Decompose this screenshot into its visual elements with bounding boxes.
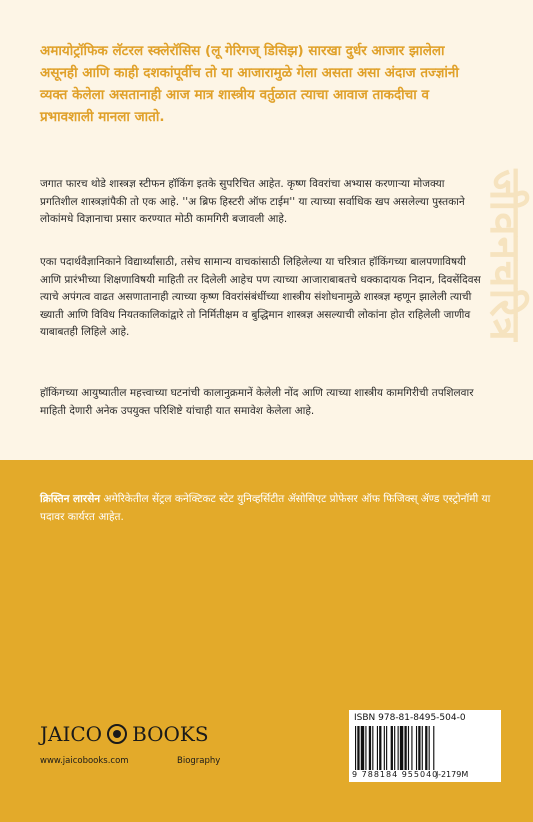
barcode-bar (425, 726, 427, 770)
side-title-vertical (480, 120, 530, 390)
barcode-bar (377, 726, 378, 770)
barcode-bar (400, 726, 403, 770)
barcode-bar (394, 726, 395, 770)
barcode-bar (416, 726, 417, 770)
barcode-bar (386, 726, 387, 770)
barcode-bar (391, 726, 393, 770)
barcode-block (349, 710, 501, 782)
barcode-bar (404, 726, 406, 770)
author-bio (40, 490, 500, 526)
barcode-bar (369, 726, 371, 770)
description-paragraph-1: जगात फारच थोडे शास्त्रज्ञ स्टीफन हॉकिंग इतके सुपरिचित आहेत. कृष्ण विवरांचा अभ्यास करणाऱ्या मोजक्या प्रगतिशील शास्त्रज्ञांपैकी तो एक आहे. ''अ ब्रिफ हिस्टरी ऑफ टाईम'' या त्याच्या सर्वाधिक खप असलेल्या पुस्तकाने लोकांमधे विज्ञानाचा प्रसार करण्यात मोठी कामगिरी बजावली आहे. (40, 178, 465, 225)
intro-highlight-text: अमायोट्रॉफिक लॅटरल स्क्लेरॉसिस (लू गेरिगज् डिसिझ) सारखा दुर्धर आजार झालेला असूनही आणि काही दशकांपूर्वीच तो या आजारामुळे गेला असता असा अंदाज तज्ज्ञांनी व्यक्त केलेला असतानाही आज मात्र शास्त्रीय वर्तुळात त्याचा आवाज ताकदीचा व प्रभावशाली मानला जातो. (40, 43, 459, 125)
barcode-image (355, 726, 495, 770)
barcode-digits: 9 788184 955040 (352, 770, 439, 779)
barcode-bar (372, 726, 373, 770)
barcode-bar (429, 726, 430, 770)
side-title-text: जीवनचरित्र (480, 168, 530, 342)
publisher-block (40, 722, 280, 772)
barcode-bar (422, 726, 423, 770)
publisher-logo (40, 722, 209, 746)
barcode-bar (357, 726, 359, 770)
publisher-name-left: JAICO (40, 722, 103, 746)
barcode-bar (365, 726, 366, 770)
barcode-bar (418, 726, 420, 770)
description-paragraph-3: हॉकिंगच्या आयुष्यातील महत्त्वाच्या घटनांची कालानुक्रमानें केलेली नोंद आणि त्याच्या शास्त्रीय कामगिरीची तपशिलवार माहिती देणारी अनेक उपयुक्त परिशिष्टे यांचाही यात समावेश केलेला आहे. (40, 387, 474, 417)
barcode-bar (408, 726, 409, 770)
barcode-bar (379, 726, 381, 770)
book-code: J-2179M (436, 770, 469, 779)
publisher-website: www.jaicobooks.com (40, 756, 129, 766)
author-name: क्रिस्तिन लारसेन (40, 493, 101, 505)
barcode-bar (355, 726, 356, 770)
publisher-emblem-icon (107, 724, 127, 744)
barcode-bar (398, 726, 399, 770)
barcode-bar (411, 726, 412, 770)
book-category: Biography (177, 756, 221, 766)
publisher-name-right: BOOKS (132, 722, 209, 746)
barcode-bar (384, 726, 385, 770)
barcode-bar (433, 726, 434, 770)
author-bio-text: अमेरिकेतील सेंट्रल कनेक्टिकट स्टेट युनिव्हर्सिटीत ॲसोसिएट प्रोफेसर ऑफ फिजिक्स् ॲण्ड एस्ट्रोनॉमी या पदावर कार्यरत आहेत. (40, 493, 491, 523)
isbn-text: ISBN 978-81-8495-504-0 (354, 713, 466, 723)
barcode-bar (361, 726, 364, 770)
description-paragraph-2: एका पदार्थवैज्ञानिकाने विद्यार्थ्यांसाठी, तसेच सामान्य वाचकांसाठी लिहिलेल्या या चरित्रात हॉकिंगच्या बालपणाविषयी आणि प्रारंभीच्या शिक्षणाविषयी माहिती तर दिलेली आहेच पण त्याच्या आजाराबाबतचे धक्कादायक निदान, दिवसेंदिवस त्याचे अपंगत्व वाढत असणातानाही त्याच्या कृष्ण विवरांसंबंधींच्या शास्त्रीय संशोधनामुळे शास्त्रज्ञ म्हणून झालेली त्याची ख्याती आणि विविध नियतकालिकांद्वारे तो निर्मितीक्षम व बुद्धिमान शास्त्रज्ञ असल्याची लोकांना होत राहिलेली जाणीव याबाबतही लिहिले आहे. (40, 256, 481, 338)
